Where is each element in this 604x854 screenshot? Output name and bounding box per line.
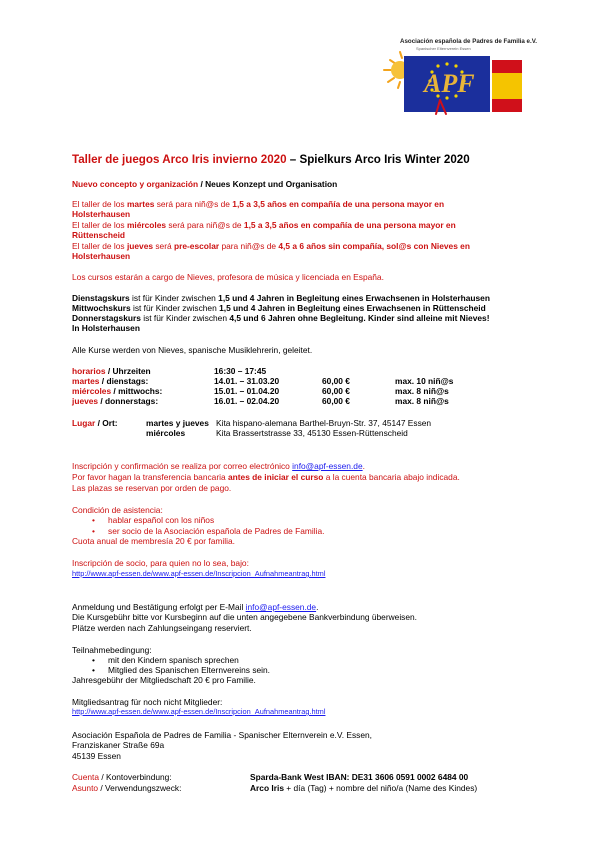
text: ist für Kinder zwischen <box>130 303 220 313</box>
bank-subject-label <box>72 783 181 793</box>
schedule-row-label <box>72 386 162 396</box>
text: será para niñ@s de <box>166 220 244 230</box>
logo-title: Asociación española de Padres de Familia e.V. <box>400 38 537 45</box>
text: + día (Tag) + nombre del niño/a (Name des Kindes) <box>283 783 478 793</box>
email-link[interactable]: info@apf-essen.de <box>292 461 363 471</box>
de-course-thursday <box>72 313 489 323</box>
text: martes <box>126 199 155 209</box>
es-registration-line2 <box>72 472 460 482</box>
address-line2: Franziskaner Straße 69a <box>72 740 165 750</box>
location-days: martes y jueves <box>146 418 209 428</box>
text: miércoles <box>72 386 112 396</box>
title-spanish: Taller de juegos Arco Iris invierno 2020 <box>72 153 287 166</box>
de-member-text: Mitgliedsantrag für noch nicht Mitglieder: <box>72 697 223 707</box>
text: 1,5 und 4 Jahren in Begleitung eines Erwachsenen in Holsterhausen <box>218 293 490 303</box>
bullet-icon: • <box>92 515 95 525</box>
de-registration-line1 <box>72 602 318 612</box>
logo-graphic <box>376 38 526 120</box>
de-teacher-note: Alle Kurse werden von Nieves, spanische Musiklehrerin, geleitet. <box>72 345 313 355</box>
text: / Uhrzeiten <box>105 366 151 376</box>
text: pre-escolar <box>173 241 220 251</box>
de-registration-line3: Plätze werden nach Zahlungseingang reserviert. <box>72 623 252 633</box>
location-days: miércoles <box>146 428 186 438</box>
text: . <box>362 461 365 471</box>
location-label <box>72 418 118 428</box>
text: Lugar <box>72 418 96 428</box>
text: / Verwendungszweck: <box>98 783 182 793</box>
page-title <box>72 153 470 166</box>
text: Asunto <box>72 783 99 793</box>
text: / Kontoverbindung: <box>99 772 172 782</box>
concept-spanish: Nuevo concepto y organización <box>72 179 199 189</box>
text: será <box>153 241 174 251</box>
schedule-price: 60,00 € <box>322 376 350 386</box>
es-course-tuesday <box>72 199 444 209</box>
text: Donnerstagskurs <box>72 313 141 323</box>
es-teacher-note: Los cursos estarán a cargo de Nieves, profesora de música y licenciada en España. <box>72 272 384 282</box>
schedule-max: max. 8 niñ@s <box>395 386 449 396</box>
concept-line <box>72 179 337 189</box>
schedule-price: 60,00 € <box>322 386 350 396</box>
text: ist für Kinder zwischen <box>140 313 230 323</box>
es-course-tuesday-place: Holsterhausen <box>72 209 131 219</box>
de-condition-item: Mitglied des Spanischen Elternvereins sein. <box>108 665 271 675</box>
es-course-thursday <box>72 241 470 251</box>
address-line3: 45139 Essen <box>72 751 121 761</box>
es-condition-item: ser socio de la Asociación española de Padres de Familia. <box>108 526 325 536</box>
de-conditions-fee: Jahresgebühr der Mitgliedschaft 20 € pro Familie. <box>72 675 256 685</box>
es-conditions-fee: Cuota anual de membresía 20 € por familia. <box>72 536 235 546</box>
text: jueves <box>126 241 154 251</box>
title-separator: – <box>286 153 300 166</box>
logo-letters: APF <box>424 69 475 98</box>
text: Cuenta <box>72 772 100 782</box>
text: Inscripción y confirmación se realiza por correo electrónico <box>72 461 293 471</box>
schedule-time: 16:30 – 17:45 <box>214 366 267 376</box>
text: / mittwochs: <box>111 386 163 396</box>
text: martes <box>72 376 100 386</box>
text: horarios <box>72 366 106 376</box>
de-conditions-heading: Teilnahmebedingung: <box>72 645 152 655</box>
title-german: Spielkurs Arco Iris Winter 2020 <box>299 153 470 166</box>
de-condition-item: mit den Kindern spanisch sprechen <box>108 655 239 665</box>
address-line1: Asociación Española de Padres de Familia - Spanischer Elternverein e.V. Essen, <box>72 730 372 740</box>
bank-account-label <box>72 772 172 782</box>
schedule-dates: 14.01. – 31.03.20 <box>214 376 280 386</box>
text: 1,5 a 3,5 años en compañía de una persona mayor en <box>232 199 445 209</box>
schedule-max: max. 10 niñ@s <box>395 376 454 386</box>
schedule-dates: 16.01. – 02.04.20 <box>214 396 280 406</box>
de-course-tuesday <box>72 293 490 303</box>
bullet-icon: • <box>92 655 95 665</box>
es-member-url-link[interactable]: http://www.apf-essen.de/www.apf-essen.de/Inscripcion_Aufnahmeantrag.html <box>72 569 326 578</box>
text: miércoles <box>126 220 167 230</box>
text: Dienstagskurs <box>72 293 130 303</box>
schedule-row-label <box>72 396 158 406</box>
logo-subtitle: Spanischer Elternverein Essen <box>416 46 471 51</box>
text: 1,5 a 3,5 años en compañía de una persona mayor en <box>243 220 456 230</box>
schedule-row-label <box>72 376 148 386</box>
text: Por favor hagan la transferencia bancaria <box>72 472 228 482</box>
de-course-wednesday <box>72 303 486 313</box>
location-place: Kita hispano-alemana Barthel-Bruyn-Str. 37, 45147 Essen <box>216 418 432 428</box>
de-course-thursday-place: In Holsterhausen <box>72 323 140 333</box>
es-course-wednesday <box>72 220 456 230</box>
bullet-icon: • <box>92 665 95 675</box>
location-place: Kita Brassertstrasse 33, 45130 Essen-Rüttenscheid <box>216 428 408 438</box>
es-registration-line1 <box>72 461 365 471</box>
text: . <box>316 602 319 612</box>
schedule-max: max. 8 niñ@s <box>395 396 449 406</box>
text: antes de iniciar el curso <box>227 472 324 482</box>
es-registration-line3: Las plazas se reservan por orden de pago. <box>72 483 232 493</box>
text: Arco Iris <box>250 783 284 793</box>
text: 1,5 und 4 Jahren in Begleitung eines Erwachsenen in Rüttenscheid <box>219 303 486 313</box>
text: / Ort: <box>95 418 118 428</box>
es-member-text: Inscripción de socio, para quien no lo sea, bajo: <box>72 558 249 568</box>
text: Anmeldung und Bestätigung erfolgt per E-Mail <box>72 602 246 612</box>
email-link[interactable]: info@apf-essen.de <box>245 602 317 612</box>
text: El taller de los <box>72 241 127 251</box>
de-registration-line2: Die Kursgebühr bitte vor Kursbeginn auf die unten angegebene Bankverbindung überweisen. <box>72 612 418 622</box>
es-course-wednesday-place: Rüttenscheid <box>72 230 126 240</box>
bullet-icon: • <box>92 526 95 536</box>
concept-german: Neues Konzept und Organisation <box>205 179 338 189</box>
text: a la cuenta bancaria abajo indicada. <box>323 472 460 482</box>
bank-subject-value <box>250 783 477 793</box>
text: será para niñ@s de <box>154 199 233 209</box>
text: El taller de los <box>72 220 127 230</box>
es-conditions-heading: Condición de asistencia: <box>72 505 163 515</box>
es-condition-item: hablar español con los niños <box>108 515 215 525</box>
schedule-header-label <box>72 366 151 376</box>
apf-logo <box>376 38 537 120</box>
text: / dienstags: <box>99 376 149 386</box>
concept-separator: / <box>198 179 206 189</box>
text: 4,5 und 6 Jahren ohne Begleitung. Kinder sind alleine mit Nieves! <box>229 313 490 323</box>
text: jueves <box>72 396 99 406</box>
bank-iban: Sparda-Bank West IBAN: DE31 3606 0591 0002 6484 00 <box>250 772 469 782</box>
text: para niñ@s de <box>219 241 279 251</box>
text: / donnerstags: <box>98 396 159 406</box>
es-course-thursday-place: Holsterhausen <box>72 251 131 261</box>
text: ist für Kinder zwischen <box>129 293 219 303</box>
de-member-url-link[interactable]: http://www.apf-essen.de/www.apf-essen.de/Inscripcion_Aufnahmeantrag.html <box>72 707 326 716</box>
text: 4,5 a 6 años sin compañía, sol@s con Nieves en <box>278 241 470 251</box>
text: Mittwochskurs <box>72 303 131 313</box>
schedule-price: 60,00 € <box>322 396 350 406</box>
schedule-dates: 15.01. – 01.04.20 <box>214 386 280 396</box>
text: El taller de los <box>72 199 127 209</box>
